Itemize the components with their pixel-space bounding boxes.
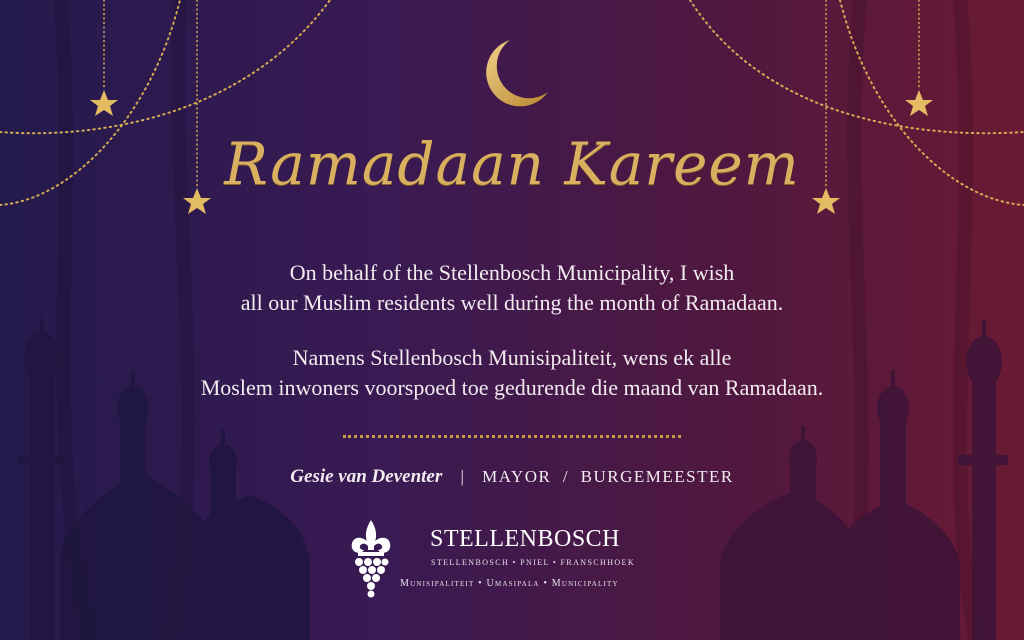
logo-name: STELLENBOSCH	[430, 526, 621, 552]
signature-line	[0, 466, 1024, 488]
signature-separator: |	[460, 467, 464, 486]
greeting-title: Ramadaan Kareem	[224, 130, 800, 198]
message-afrikaans	[0, 343, 1024, 403]
message-afrikaans-line-1: Namens Stellenbosch Munisipaliteit, wens ek alle	[292, 345, 732, 370]
municipality-logo	[350, 520, 680, 600]
crescent-moon-icon	[486, 40, 548, 106]
signatory-role: MAYOR / BURGEMEESTER	[482, 467, 734, 486]
star-icon	[905, 90, 933, 116]
star-icon	[90, 90, 118, 116]
message-afrikaans-line-2: Moslem inwoners voorspoed toe gedurende die maand van Ramadaan.	[200, 375, 824, 400]
signatory-name: Gesie van Deventer	[290, 466, 443, 487]
dotted-divider	[343, 435, 681, 438]
logo-subtitle: STELLENBOSCH • PNIEL • FRANSCHHOEK	[431, 558, 636, 567]
message-english	[0, 258, 1024, 318]
message-english-line-1: On behalf of the Stellenbosch Municipality, I wish	[289, 260, 735, 285]
fleur-de-lis-grapes-icon	[350, 520, 392, 600]
logo-tagline: Munisipaliteit • Umasipala • Municipality	[400, 578, 619, 589]
message-english-line-2: all our Muslim residents well during the month of Ramadaan.	[240, 290, 784, 315]
